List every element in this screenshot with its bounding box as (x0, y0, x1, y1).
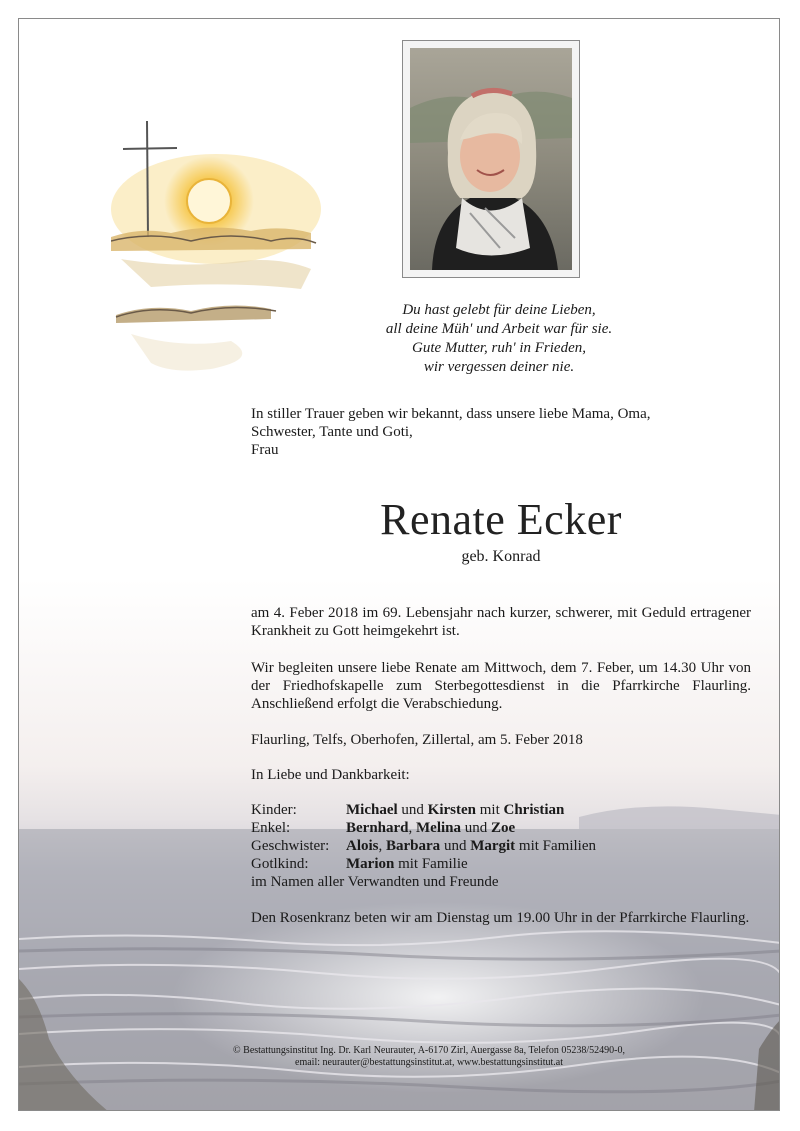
relative-connector: mit Familie (394, 856, 468, 872)
portrait-photo (402, 40, 580, 278)
relatives-names (346, 837, 596, 855)
relative-name: Melina (416, 820, 462, 836)
relatives-label: Kinder: (251, 802, 297, 818)
rosary-paragraph: Den Rosenkranz beten wir am Dienstag um 19.00 Uhr in der Pfarrkirche Flaurling. (251, 910, 750, 926)
relatives-others: im Namen aller Verwandten und Freunde (251, 874, 499, 890)
funeral-home-footer (219, 1045, 639, 1069)
relatives-row-enkel (251, 819, 751, 837)
relative-connector: , (408, 820, 417, 836)
relatives-row-geschwister (251, 837, 751, 855)
relatives-label: Geschwister: (251, 838, 330, 854)
relative-name: Margit (470, 838, 516, 854)
relative-name: Kirsten (427, 802, 476, 818)
relatives-label: Enkel: (251, 820, 291, 836)
announcement-intro (251, 405, 751, 459)
footer-line: email: neurauter@bestattungsinstitut.at, www.bestattungsinstitut.at (295, 1057, 563, 1068)
relative-name: Michael (346, 802, 398, 818)
cross-sunset-icon (111, 119, 321, 379)
funeral-paragraph: Wir begleiten unsere liebe Renate am Mittwoch, dem 7. Feber, um 14.30 Uhr von der Friedhofskapelle zum Sterbegottesdienst in die Pfarrkirche Flaurling. Anschließend erfolgt die Verabschiedung. (251, 660, 751, 712)
intro-line: Schwester, Tante und Goti, (251, 424, 413, 440)
portrait-image (410, 48, 572, 270)
relatives-list (251, 801, 751, 891)
intro-line: In stiller Trauer geben wir bekannt, dass unsere liebe Mama, Oma, (251, 406, 651, 422)
relative-name: Marion (346, 856, 395, 872)
intro-line: Frau (251, 442, 279, 458)
relative-connector: , (378, 838, 387, 854)
relative-connector: und (397, 802, 428, 818)
death-paragraph: am 4. Feber 2018 im 69. Lebensjahr nach kurzer, schwerer, mit Geduld ertragener Krankheit zu Gott heimgekehrt ist. (251, 605, 751, 639)
relatives-row-kinder (251, 801, 751, 819)
relative-connector: mit (475, 802, 504, 818)
poem-line: Gute Mutter, ruh' in Frieden, (411, 340, 587, 356)
relatives-names (346, 855, 468, 873)
poem-line: Du hast gelebt für deine Lieben, (402, 302, 596, 318)
closing-line: In Liebe und Dankbarkeit: (251, 767, 410, 783)
relative-connector: mit Familien (515, 838, 597, 854)
place-date: Flaurling, Telfs, Oberhofen, Zillertal, am 5. Feber 2018 (251, 732, 583, 748)
relatives-names (346, 801, 564, 819)
poem-line: wir vergessen deiner nie. (423, 359, 575, 375)
maiden-name: geb. Konrad (461, 548, 541, 565)
relative-name: Bernhard (346, 820, 409, 836)
memorial-poem (309, 301, 689, 377)
obituary-frame (18, 18, 780, 1111)
relatives-names (346, 819, 515, 837)
relative-connector: und (440, 838, 471, 854)
relative-name: Christian (503, 802, 565, 818)
relative-name: Zoe (491, 820, 516, 836)
relative-name: Barbara (386, 838, 441, 854)
relative-name: Alois (346, 838, 379, 854)
poem-line: all deine Müh' und Arbeit war für sie. (385, 321, 613, 337)
footer-line: © Bestattungsinstitut Ing. Dr. Karl Neurauter, A-6170 Zirl, Auergasse 8a, Telefon 05238/52490-0, (233, 1045, 625, 1056)
relatives-row-gotlkind (251, 855, 751, 873)
deceased-name: Renate Ecker (380, 495, 622, 544)
relative-connector: und (461, 820, 492, 836)
relatives-label: Gotlkind: (251, 856, 309, 872)
